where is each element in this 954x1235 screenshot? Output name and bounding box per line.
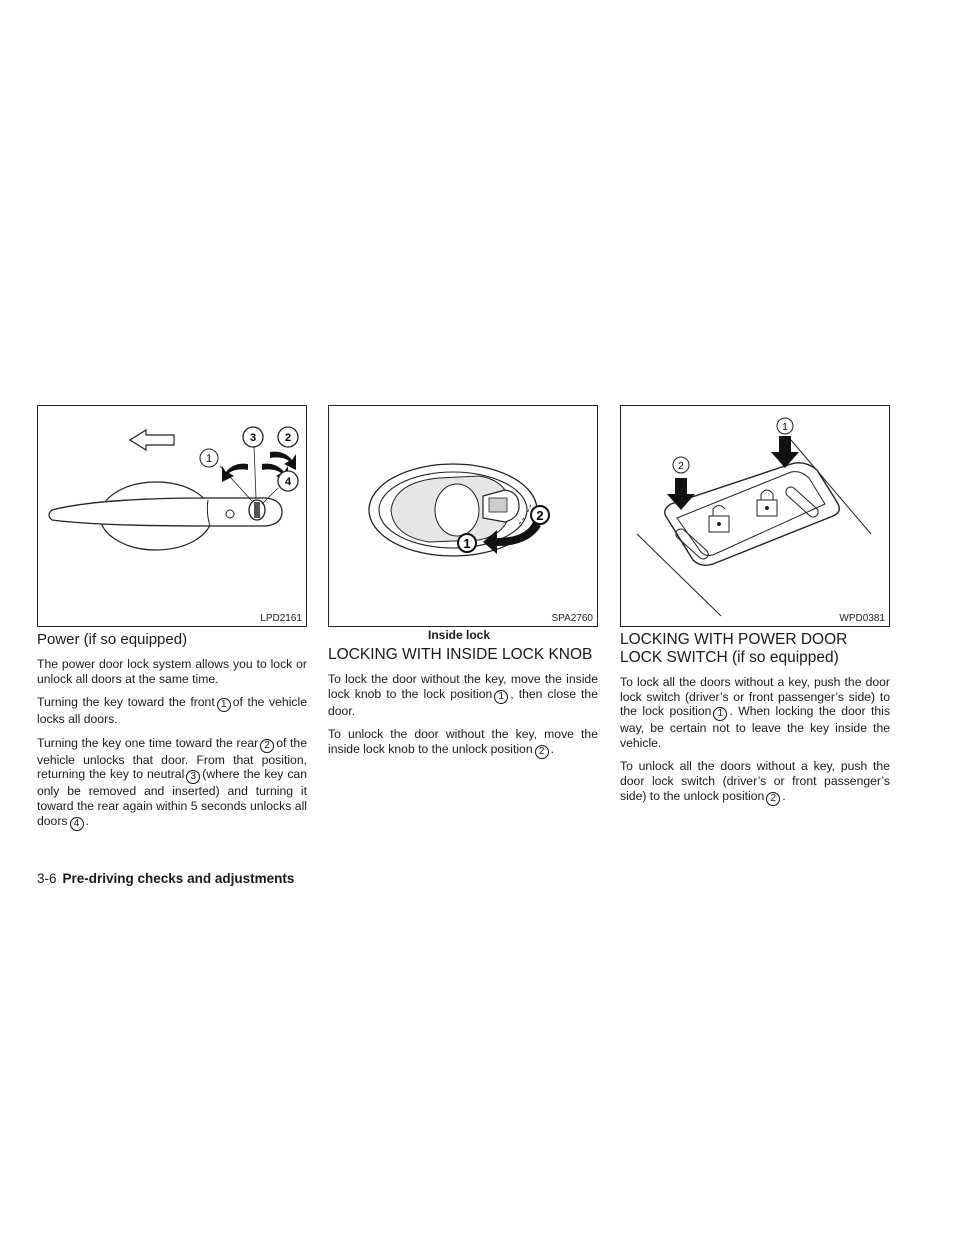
front-arrow-icon: [130, 430, 174, 450]
paragraph: The power door lock system allows you to lock or unlock all doors at the same time.: [37, 657, 307, 686]
position-marker: 4: [70, 817, 84, 831]
figure-power-lock-switch: [620, 405, 890, 627]
inside-lock-illustration: [329, 406, 599, 628]
door-handle-illustration: [38, 406, 308, 628]
figure-inside-lock: [328, 405, 598, 627]
callout-2: 2: [284, 432, 292, 444]
figure-door-handle-key: [37, 405, 307, 627]
callout-3: 3: [249, 432, 257, 444]
callout-2: 2: [536, 508, 544, 523]
page-footer: [37, 871, 294, 886]
lock-switch-illustration: [621, 406, 891, 628]
position-marker: 2: [766, 792, 780, 806]
paragraph: To unlock the door without the key, move the inside lock knob to the unlock position 2 .: [328, 727, 598, 757]
paragraph: To lock all the doors without a key, push the door lock switch (driver’s or front passenger’s side) to the lock position 1 . When locking the door this way, be certain not to leave the key inside the vehicle.: [620, 675, 890, 750]
column-power-lock: [37, 631, 307, 840]
position-marker: 3: [186, 770, 200, 784]
figure-code: LPD2161: [260, 613, 302, 624]
page-number: 3-6: [37, 871, 57, 886]
callout-2: 2: [678, 461, 684, 472]
callout-4: 4: [284, 476, 292, 488]
paragraph: Turning the key toward the front 1 of the vehicle locks all doors.: [37, 695, 307, 727]
chapter-title: Pre-driving checks and adjustments: [62, 871, 295, 886]
section-heading: LOCKING WITH POWER DOOR LOCK SWITCH (if so equipped): [620, 631, 848, 666]
callout-1: 1: [205, 453, 213, 465]
section-heading: LOCKING WITH INSIDE LOCK KNOB: [328, 646, 593, 663]
position-marker: 2: [535, 745, 549, 759]
position-marker: 1: [217, 698, 231, 712]
paragraph: To lock the door without the key, move the inside lock knob to the lock position 1 , then close the door.: [328, 672, 598, 718]
section-heading: Power (if so equipped): [37, 631, 188, 648]
figure-code: WPD0381: [839, 613, 885, 624]
callout-1: 1: [463, 536, 471, 551]
position-marker: 1: [494, 690, 508, 704]
callout-1: 1: [782, 422, 788, 433]
figure-code: SPA2760: [551, 613, 593, 624]
position-marker: 1: [713, 707, 727, 721]
paragraph: To unlock all the doors without a key, push the door lock switch (driver’s or front passenger’s side) to the unlock position 2 .: [620, 759, 890, 804]
paragraph: Turning the key one time toward the rear 2 of the vehicle unlocks that door. From that position, returning the key to neutral 3 (where the key can only be removed and inserted) and turning it toward the rear again within 5 seconds unlocks all doors 4 .: [37, 735, 307, 829]
column-inside-lock: [328, 646, 598, 768]
position-marker: 2: [260, 739, 274, 753]
figure-caption: Inside lock: [428, 628, 491, 642]
column-power-switch: [620, 631, 890, 815]
